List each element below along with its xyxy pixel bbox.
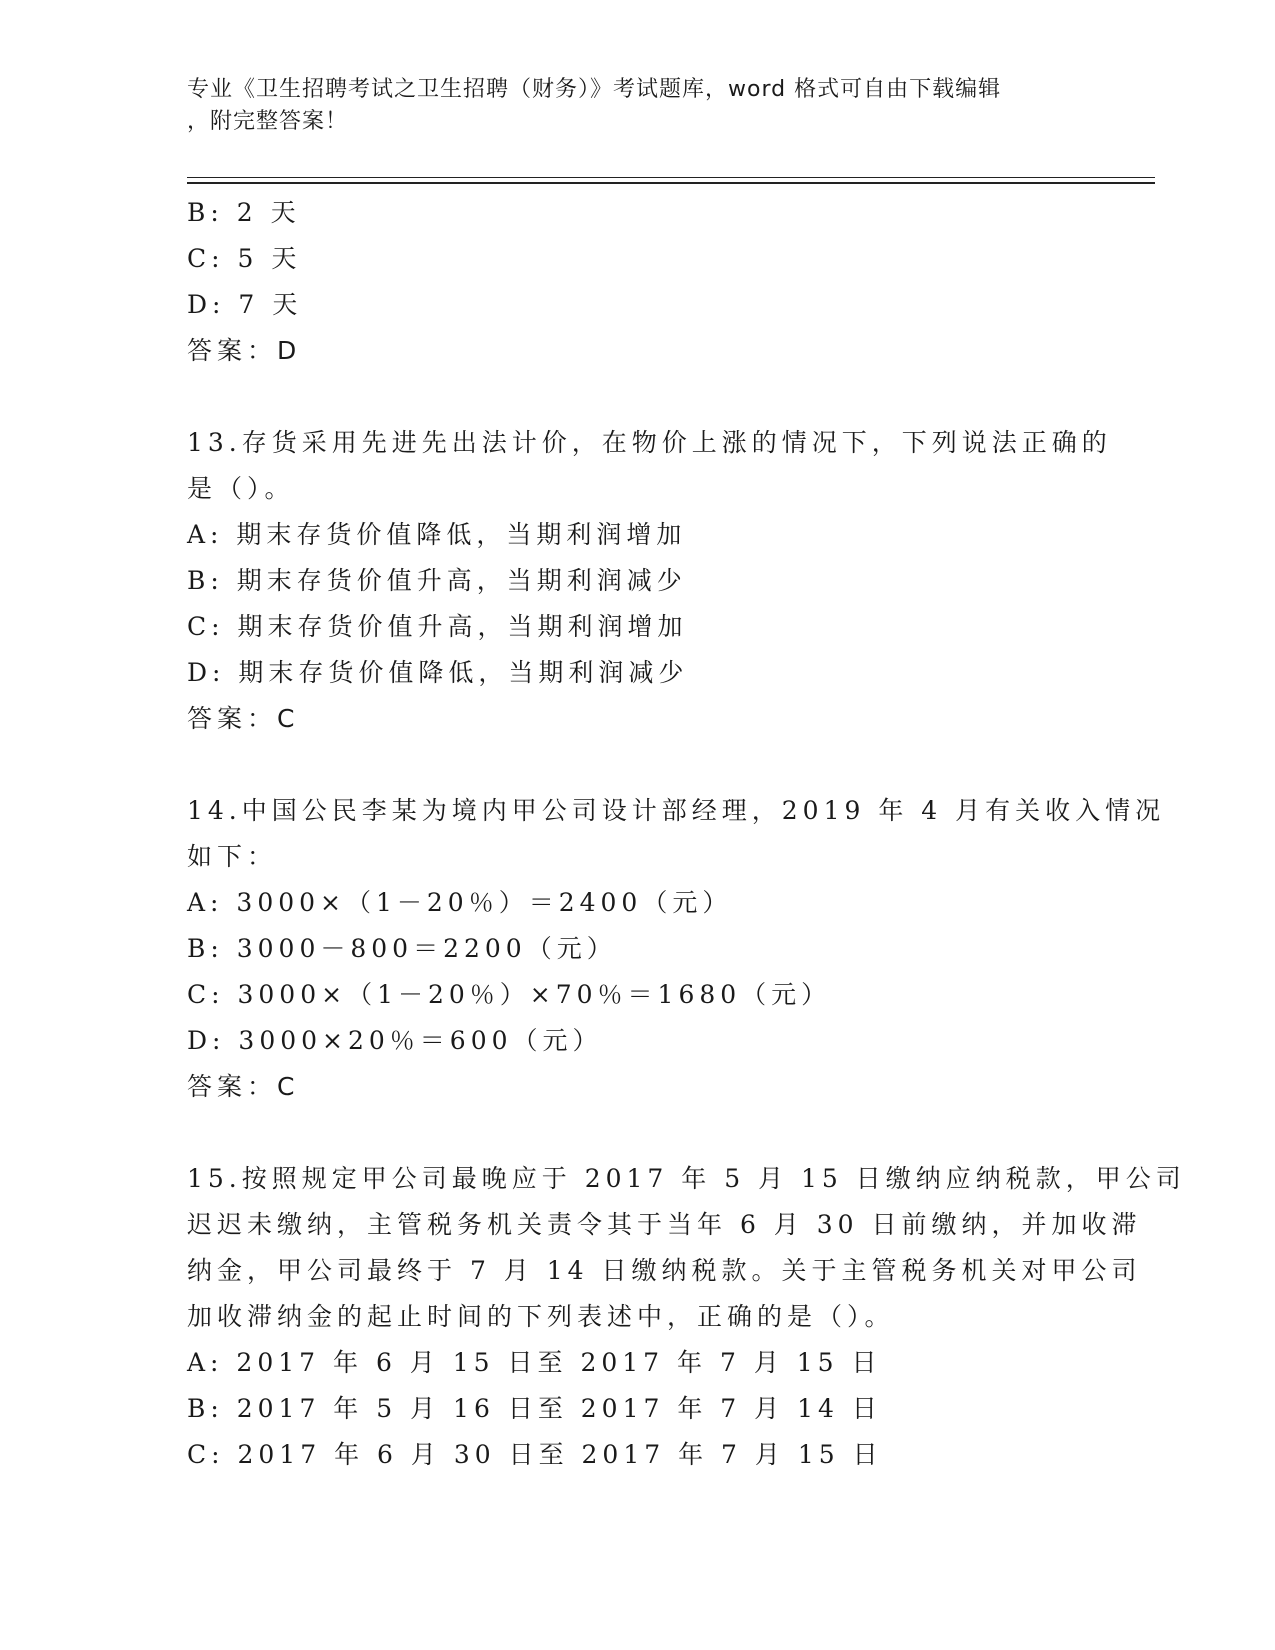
question-stem-line: 纳金，甲公司最终于 7 月 14 日缴纳税款。关于主管税务机关对甲公司 (187, 1256, 1142, 1285)
option-d: D: 7 天 (187, 290, 303, 319)
header-title-line-1: 专业《卫生招聘考试之卫生招聘（财务）》考试题库，word 格式可自由下载编辑 (187, 77, 1002, 102)
option-b: B: 2 天 (187, 198, 301, 227)
question-13 (187, 420, 1112, 742)
question-stem-line: 是（）。 (187, 474, 295, 503)
header-divider-bottom (187, 182, 1155, 184)
question-stem-line: 14.中国公民李某为境内甲公司设计部经理，2019 年 4 月有关收入情况 (187, 796, 1166, 825)
answer-line: 答案：C (187, 704, 300, 733)
header-title-line-2: ，附完整答案！ (187, 109, 349, 134)
question-stem-line: 迟迟未缴纳，主管税务机关责令其于当年 6 月 30 日前缴纳，并加收滞 (187, 1210, 1142, 1239)
question-14 (187, 788, 1166, 1110)
question-15 (187, 1156, 1186, 1478)
option-b: B: 2017 年 5 月 16 日至 2017 年 7 月 14 日 (187, 1394, 882, 1423)
option-d: D: 期末存货价值降低，当期利润减少 (187, 658, 689, 687)
answer-line: 答案：C (187, 1072, 300, 1101)
question-stem-line: 13.存货采用先进先出法计价，在物价上涨的情况下，下列说法正确的 (187, 428, 1112, 457)
option-c: C: 2017 年 6 月 30 日至 2017 年 7 月 15 日 (187, 1440, 883, 1469)
answer-line: 答案：D (187, 336, 302, 365)
question-stem-line: 如下： (187, 842, 278, 871)
question-spacer (187, 374, 1087, 420)
question-stem-line: 15.按照规定甲公司最晚应于 2017 年 5 月 15 日缴纳应纳税款，甲公司 (187, 1164, 1186, 1193)
option-b: B: 3000－800＝2200（元） (187, 934, 617, 963)
page-header (187, 74, 1087, 138)
option-c: C: 期末存货价值升高，当期利润增加 (187, 612, 688, 641)
option-a: A: 期末存货价值降低，当期利润增加 (187, 520, 687, 549)
question-stem-line: 加收滞纳金的起止时间的下列表述中，正确的是（）。 (187, 1302, 895, 1331)
question-12-continued (187, 190, 1087, 374)
option-a: A: 2017 年 6 月 15 日至 2017 年 7 月 15 日 (187, 1348, 882, 1377)
document-body (187, 190, 1186, 1478)
question-spacer (187, 742, 1087, 788)
question-spacer (187, 1110, 1087, 1156)
option-b: B: 期末存货价值升高，当期利润减少 (187, 566, 687, 595)
header-divider-top (187, 177, 1155, 178)
option-a: A: 3000×（1－20％）＝2400（元） (187, 888, 733, 917)
option-d: D: 3000×20％＝600（元） (187, 1026, 603, 1055)
option-c: C: 3000×（1－20％）×70％＝1680（元） (187, 980, 832, 1009)
option-c: C: 5 天 (187, 244, 302, 273)
